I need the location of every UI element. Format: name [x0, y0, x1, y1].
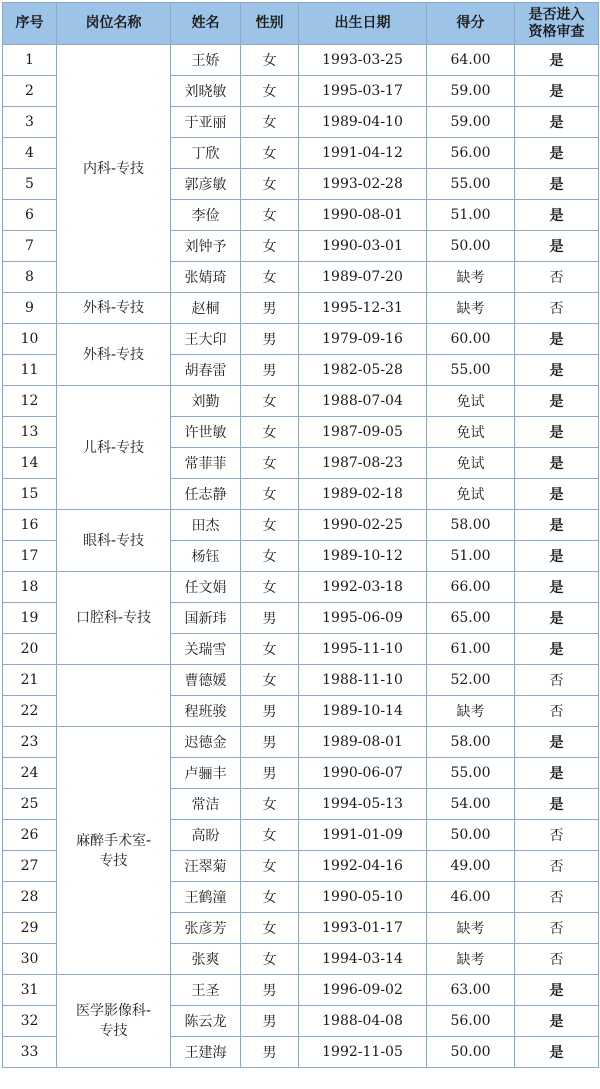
row-index: 10 — [3, 324, 57, 355]
birth-date: 1991-01-09 — [299, 820, 427, 851]
row-index: 23 — [3, 727, 57, 758]
qualification-result: 是 — [515, 975, 599, 1006]
candidate-gender: 男 — [241, 696, 299, 727]
row-index: 7 — [3, 231, 57, 262]
candidate-gender: 女 — [241, 510, 299, 541]
candidate-gender: 女 — [241, 138, 299, 169]
candidate-gender: 男 — [241, 324, 299, 355]
position-name: 内科-专技 — [57, 45, 171, 293]
row-index: 17 — [3, 541, 57, 572]
candidate-gender: 女 — [241, 913, 299, 944]
candidate-name: 任志静 — [171, 479, 241, 510]
birth-date: 1995-06-09 — [299, 603, 427, 634]
score: 51.00 — [427, 541, 515, 572]
birth-date: 1996-09-02 — [299, 975, 427, 1006]
birth-date: 1989-10-12 — [299, 541, 427, 572]
position-name: 口腔科-专技 — [57, 572, 171, 665]
candidate-gender: 女 — [241, 169, 299, 200]
row-index: 18 — [3, 572, 57, 603]
score: 61.00 — [427, 634, 515, 665]
score: 缺考 — [427, 293, 515, 324]
candidate-name: 陈云龙 — [171, 1006, 241, 1037]
candidate-name: 于亚丽 — [171, 107, 241, 138]
score: 46.00 — [427, 882, 515, 913]
row-index: 31 — [3, 975, 57, 1006]
qualification-result: 是 — [515, 634, 599, 665]
qualification-result: 是 — [515, 603, 599, 634]
qualification-result: 是 — [515, 324, 599, 355]
qualification-result: 否 — [515, 882, 599, 913]
birth-date: 1995-03-17 — [299, 76, 427, 107]
row-index: 12 — [3, 386, 57, 417]
row-index: 19 — [3, 603, 57, 634]
header-name: 姓名 — [171, 3, 241, 45]
score: 缺考 — [427, 913, 515, 944]
candidate-gender: 女 — [241, 231, 299, 262]
table-row — [3, 324, 599, 355]
qualification-result: 是 — [515, 1006, 599, 1037]
header-qualification-review: 是否进入 资格审查 — [515, 3, 599, 45]
score: 56.00 — [427, 1006, 515, 1037]
score: 59.00 — [427, 76, 515, 107]
candidate-name: 杨钰 — [171, 541, 241, 572]
score: 免试 — [427, 479, 515, 510]
candidate-name: 许世敏 — [171, 417, 241, 448]
candidate-gender: 女 — [241, 386, 299, 417]
score: 65.00 — [427, 603, 515, 634]
qualification-result: 是 — [515, 200, 599, 231]
qualification-result: 是 — [515, 479, 599, 510]
candidate-gender: 男 — [241, 758, 299, 789]
row-index: 27 — [3, 851, 57, 882]
candidate-name: 王圣 — [171, 975, 241, 1006]
table-header — [3, 3, 599, 45]
position-name: 眼科-专技 — [57, 510, 171, 572]
score: 51.00 — [427, 200, 515, 231]
score: 50.00 — [427, 820, 515, 851]
qualification-result: 是 — [515, 448, 599, 479]
birth-date: 1992-04-16 — [299, 851, 427, 882]
score: 55.00 — [427, 758, 515, 789]
candidate-name: 丁欣 — [171, 138, 241, 169]
score: 55.00 — [427, 169, 515, 200]
candidate-gender: 女 — [241, 45, 299, 76]
birth-date: 1989-07-20 — [299, 262, 427, 293]
birth-date: 1993-01-17 — [299, 913, 427, 944]
candidate-gender: 女 — [241, 262, 299, 293]
birth-date: 1982-05-28 — [299, 355, 427, 386]
candidate-gender: 男 — [241, 293, 299, 324]
birth-date: 1989-04-10 — [299, 107, 427, 138]
candidate-name: 程班骏 — [171, 696, 241, 727]
candidate-gender: 男 — [241, 727, 299, 758]
candidate-gender: 女 — [241, 200, 299, 231]
candidate-gender: 女 — [241, 634, 299, 665]
qualification-result: 是 — [515, 355, 599, 386]
qualification-result: 否 — [515, 696, 599, 727]
candidate-name: 王娇 — [171, 45, 241, 76]
birth-date: 1992-11-05 — [299, 1037, 427, 1068]
qualification-result: 是 — [515, 169, 599, 200]
row-index: 33 — [3, 1037, 57, 1068]
candidate-name: 常菲菲 — [171, 448, 241, 479]
row-index: 30 — [3, 944, 57, 975]
table-row — [3, 727, 599, 758]
position-name: 外科-专技 — [57, 293, 171, 324]
row-index: 11 — [3, 355, 57, 386]
birth-date: 1990-03-01 — [299, 231, 427, 262]
candidate-gender: 男 — [241, 603, 299, 634]
candidate-name: 刘晓敏 — [171, 76, 241, 107]
candidate-name: 王建海 — [171, 1037, 241, 1068]
birth-date: 1988-04-08 — [299, 1006, 427, 1037]
candidate-gender: 女 — [241, 820, 299, 851]
score: 50.00 — [427, 1037, 515, 1068]
candidate-gender: 女 — [241, 448, 299, 479]
birth-date: 1991-04-12 — [299, 138, 427, 169]
birth-date: 1987-09-05 — [299, 417, 427, 448]
position-name — [57, 665, 171, 727]
birth-date: 1990-02-25 — [299, 510, 427, 541]
position-name: 外科-专技 — [57, 324, 171, 386]
birth-date: 1987-08-23 — [299, 448, 427, 479]
qualification-result: 是 — [515, 510, 599, 541]
candidate-gender: 男 — [241, 975, 299, 1006]
row-index: 8 — [3, 262, 57, 293]
qualification-result: 是 — [515, 758, 599, 789]
candidate-name: 赵桐 — [171, 293, 241, 324]
birth-date: 1989-02-18 — [299, 479, 427, 510]
row-index: 28 — [3, 882, 57, 913]
header-score: 得分 — [427, 3, 515, 45]
row-index: 26 — [3, 820, 57, 851]
score: 缺考 — [427, 944, 515, 975]
birth-date: 1979-09-16 — [299, 324, 427, 355]
score: 免试 — [427, 417, 515, 448]
birth-date: 1994-03-14 — [299, 944, 427, 975]
table-row — [3, 386, 599, 417]
candidate-gender: 男 — [241, 355, 299, 386]
qualification-result: 是 — [515, 727, 599, 758]
candidate-name: 田杰 — [171, 510, 241, 541]
candidate-gender: 女 — [241, 882, 299, 913]
score: 60.00 — [427, 324, 515, 355]
position-name: 儿科-专技 — [57, 386, 171, 510]
birth-date: 1988-07-04 — [299, 386, 427, 417]
table-row — [3, 293, 599, 324]
row-index: 14 — [3, 448, 57, 479]
score: 63.00 — [427, 975, 515, 1006]
candidate-gender: 女 — [241, 479, 299, 510]
candidate-gender: 女 — [241, 541, 299, 572]
position-name: 医学影像科- 专技 — [57, 975, 171, 1068]
candidate-gender: 女 — [241, 107, 299, 138]
results-table — [2, 2, 599, 1068]
qualification-result: 是 — [515, 231, 599, 262]
qualification-result: 是 — [515, 76, 599, 107]
position-name: 麻醉手术室- 专技 — [57, 727, 171, 975]
qualification-result: 是 — [515, 417, 599, 448]
birth-date: 1989-10-14 — [299, 696, 427, 727]
birth-date: 1990-08-01 — [299, 200, 427, 231]
header-index: 序号 — [3, 3, 57, 45]
birth-date: 1990-06-07 — [299, 758, 427, 789]
birth-date: 1988-11-10 — [299, 665, 427, 696]
candidate-name: 李俭 — [171, 200, 241, 231]
qualification-result: 否 — [515, 820, 599, 851]
score: 59.00 — [427, 107, 515, 138]
row-index: 6 — [3, 200, 57, 231]
candidate-name: 郭彦敏 — [171, 169, 241, 200]
table-body — [3, 45, 599, 1068]
qualification-result: 否 — [515, 944, 599, 975]
score: 缺考 — [427, 696, 515, 727]
row-index: 9 — [3, 293, 57, 324]
candidate-name: 张婧琦 — [171, 262, 241, 293]
birth-date: 1994-05-13 — [299, 789, 427, 820]
header-row — [3, 3, 599, 45]
candidate-gender: 男 — [241, 1037, 299, 1068]
score: 49.00 — [427, 851, 515, 882]
row-index: 13 — [3, 417, 57, 448]
candidate-name: 张爽 — [171, 944, 241, 975]
birth-date: 1993-02-28 — [299, 169, 427, 200]
table-row — [3, 975, 599, 1006]
candidate-name: 张彦芳 — [171, 913, 241, 944]
header-gender: 性别 — [241, 3, 299, 45]
qualification-result: 否 — [515, 293, 599, 324]
score: 64.00 — [427, 45, 515, 76]
table-row — [3, 665, 599, 696]
score: 58.00 — [427, 727, 515, 758]
qualification-result: 是 — [515, 45, 599, 76]
score: 66.00 — [427, 572, 515, 603]
table-row — [3, 45, 599, 76]
row-index: 29 — [3, 913, 57, 944]
candidate-gender: 女 — [241, 944, 299, 975]
qualification-result: 是 — [515, 1037, 599, 1068]
score: 免试 — [427, 448, 515, 479]
row-index: 20 — [3, 634, 57, 665]
score: 54.00 — [427, 789, 515, 820]
candidate-gender: 女 — [241, 851, 299, 882]
score: 56.00 — [427, 138, 515, 169]
qualification-result: 是 — [515, 541, 599, 572]
row-index: 15 — [3, 479, 57, 510]
candidate-name: 卢骊丰 — [171, 758, 241, 789]
birth-date: 1989-08-01 — [299, 727, 427, 758]
qualification-result: 是 — [515, 386, 599, 417]
row-index: 1 — [3, 45, 57, 76]
row-index: 2 — [3, 76, 57, 107]
row-index: 32 — [3, 1006, 57, 1037]
row-index: 22 — [3, 696, 57, 727]
candidate-gender: 女 — [241, 572, 299, 603]
qualification-result: 否 — [515, 262, 599, 293]
candidate-name: 王大印 — [171, 324, 241, 355]
score: 50.00 — [427, 231, 515, 262]
candidate-gender: 女 — [241, 76, 299, 107]
birth-date: 1992-03-18 — [299, 572, 427, 603]
row-index: 25 — [3, 789, 57, 820]
candidate-gender: 男 — [241, 1006, 299, 1037]
candidate-name: 刘勤 — [171, 386, 241, 417]
candidate-gender: 女 — [241, 789, 299, 820]
candidate-name: 迟德金 — [171, 727, 241, 758]
score: 免试 — [427, 386, 515, 417]
candidate-name: 国新玮 — [171, 603, 241, 634]
row-index: 21 — [3, 665, 57, 696]
candidate-name: 胡春雷 — [171, 355, 241, 386]
score: 58.00 — [427, 510, 515, 541]
header-birth-date: 出生日期 — [299, 3, 427, 45]
candidate-name: 汪翠菊 — [171, 851, 241, 882]
birth-date: 1995-11-10 — [299, 634, 427, 665]
row-index: 16 — [3, 510, 57, 541]
candidate-name: 王鹤潼 — [171, 882, 241, 913]
candidate-name: 曹德媛 — [171, 665, 241, 696]
table-row — [3, 510, 599, 541]
candidate-name: 高盼 — [171, 820, 241, 851]
qualification-result: 是 — [515, 138, 599, 169]
header-position: 岗位名称 — [57, 3, 171, 45]
candidate-name: 常洁 — [171, 789, 241, 820]
candidate-gender: 女 — [241, 417, 299, 448]
qualification-result: 否 — [515, 851, 599, 882]
row-index: 3 — [3, 107, 57, 138]
candidate-name: 任文娟 — [171, 572, 241, 603]
candidate-name: 刘钟予 — [171, 231, 241, 262]
score: 52.00 — [427, 665, 515, 696]
row-index: 5 — [3, 169, 57, 200]
birth-date: 1993-03-25 — [299, 45, 427, 76]
candidate-gender: 女 — [241, 665, 299, 696]
birth-date: 1990-05-10 — [299, 882, 427, 913]
qualification-result: 否 — [515, 665, 599, 696]
table-row — [3, 572, 599, 603]
score: 缺考 — [427, 262, 515, 293]
qualification-result: 是 — [515, 789, 599, 820]
row-index: 24 — [3, 758, 57, 789]
row-index: 4 — [3, 138, 57, 169]
qualification-result: 是 — [515, 572, 599, 603]
score: 55.00 — [427, 355, 515, 386]
qualification-result: 否 — [515, 913, 599, 944]
qualification-result: 是 — [515, 107, 599, 138]
birth-date: 1995-12-31 — [299, 293, 427, 324]
candidate-name: 关瑞雪 — [171, 634, 241, 665]
